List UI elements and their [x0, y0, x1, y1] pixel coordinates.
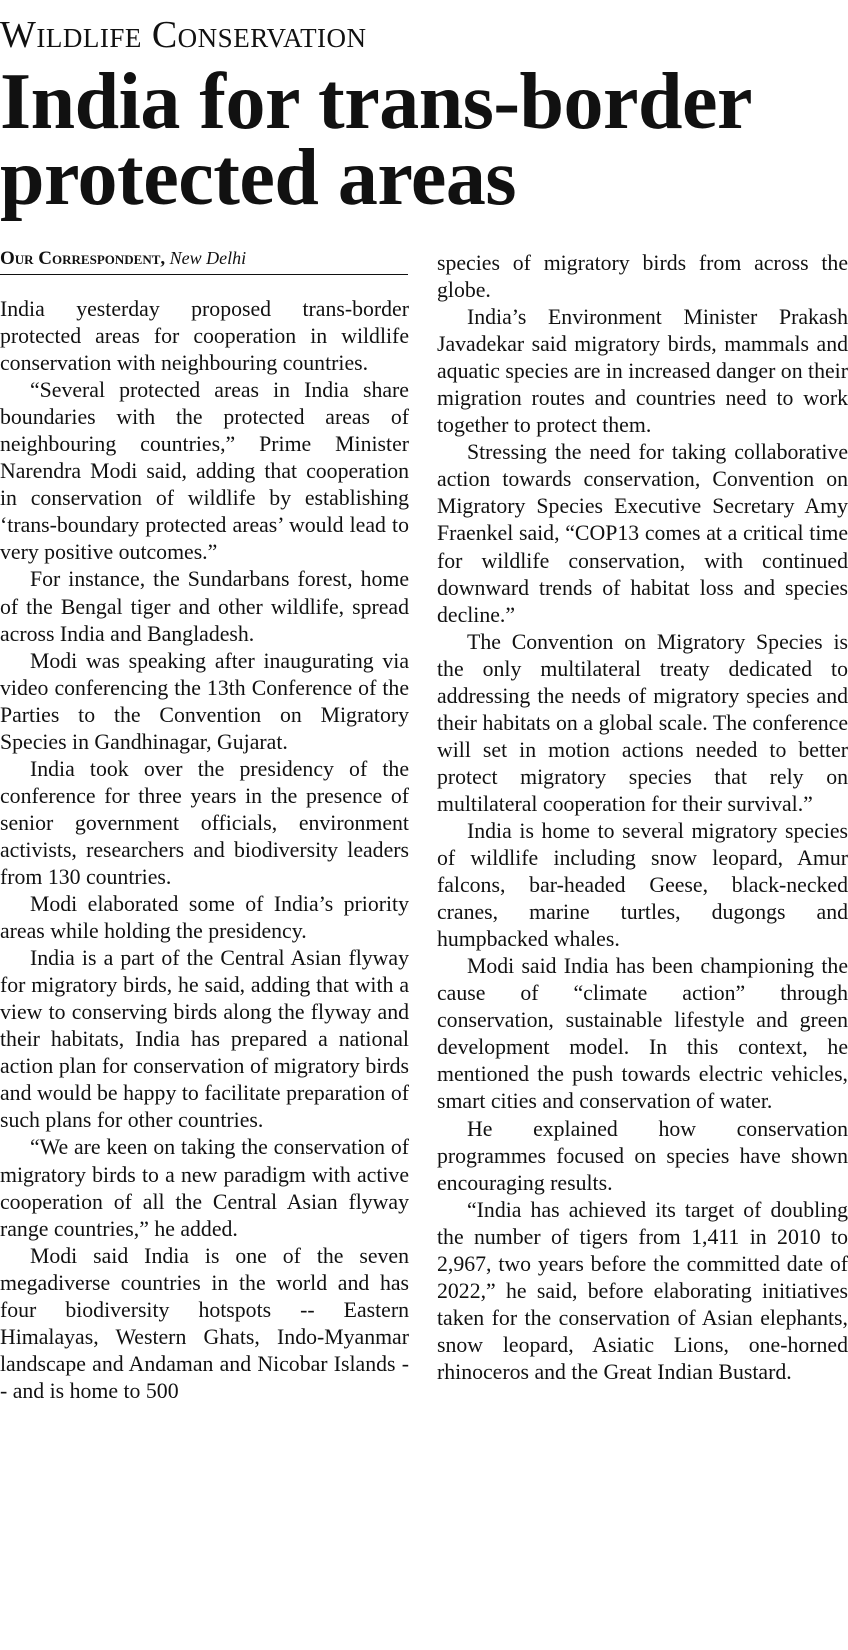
paragraph: Modi said India is one of the seven megadiverse countries in the world and has four biodiversity hotspots -- Eastern Himalayas, Western Ghats, Indo-Myanmar landscape and Andaman and Nicobar Islands -- and is home to 500 — [0, 1243, 409, 1403]
paragraph: “Several protected areas in India share boundaries with the protected areas of neighbouring countries,” Prime Minister Narendra Modi said, adding that cooperation in conservation of wildlife by establishing ‘trans-boundary protected areas’ would lead to very positive outcomes.” — [0, 378, 409, 565]
paragraph-continuation: species of migratory birds from across the globe. — [437, 251, 848, 303]
section-kicker: Wildlife Conservation — [0, 14, 367, 56]
byline — [0, 246, 408, 275]
paragraph: Modi was speaking after inaugurating via video conferencing the 13th Conference of the Parties to the Convention on Migratory Species in Gandhinagar, Gujarat. — [0, 648, 409, 754]
article-column-2 — [437, 250, 848, 1386]
paragraph: The Convention on Migratory Species is the only multilateral treaty dedicated to addressing the needs of migratory species and their habitats on a global scale. The conference will set in motion actions needed to better protect migratory species that rely on multilateral cooperation for their survival.” — [437, 629, 848, 816]
paragraph: India is home to several migratory species of wildlife including snow leopard, Amur falcons, bar-headed Geese, black-necked cranes, marine turtles, dugongs and humpbacked whales. — [437, 818, 848, 952]
byline-author: Our Correspondent, — [0, 248, 166, 269]
paragraph: “India has achieved its target of doubling the number of tigers from 1,411 in 2010 to 2,967, two years before the committed date of 2022,” he said, before elaborating initiatives taken for the conservation of Asian elephants, snow leopard, Asiatic Lions, one-horned rhinoceros and the Great Indian Bustard. — [437, 1197, 848, 1384]
byline-location: New Delhi — [169, 248, 247, 268]
paragraph: Modi elaborated some of India’s priority areas while holding the presidency. — [0, 892, 409, 944]
article-headline: India for trans-border protected areas — [0, 58, 751, 222]
paragraph: India is a part of the Central Asian flyway for migratory birds, he said, adding that with a view to conserving birds along the flyway and their habitats, India has prepared a national action plan for conservation of migratory birds and would be happy to facilitate preparation of such plans for other countries. — [0, 946, 409, 1133]
paragraph: “We are keen on taking the conservation of migratory birds to a new paradigm with active cooperation of all the Central Asian flyway range countries,” he added. — [0, 1135, 409, 1241]
paragraph: Stressing the need for taking collaborative action towards conservation, Convention on Migratory Species Executive Secretary Amy Fraenkel said, “COP13 comes at a critical time for wildlife conservation, with continued downward trends of habitat loss and species decline.” — [437, 440, 848, 627]
paragraph: India took over the presidency of the conference for three years in the presence of senior government officials, environment activists, researchers and biodiversity leaders from 130 countries. — [0, 756, 409, 889]
paragraph: India yesterday proposed trans-border protected areas for cooperation in wildlife conservation with neighbouring countries. — [0, 297, 409, 376]
paragraph: India’s Environment Minister Prakash Javadekar said migratory birds, mammals and aquatic species are in increased danger on their migration routes and countries need to work together to protect them. — [437, 305, 848, 438]
paragraph: Modi said India has been championing the cause of “climate action” through conservation, sustainable lifestyle and green development model. In this context, he mentioned the push towards electric vehicles, smart cities and conservation of water. — [437, 954, 848, 1114]
paragraph: He explained how conservation programmes focused on species have shown encouraging results. — [437, 1116, 848, 1195]
article-column-1 — [0, 296, 409, 1405]
paragraph: For instance, the Sundarbans forest, home of the Bengal tiger and other wildlife, spread across India and Bangladesh. — [0, 567, 409, 646]
